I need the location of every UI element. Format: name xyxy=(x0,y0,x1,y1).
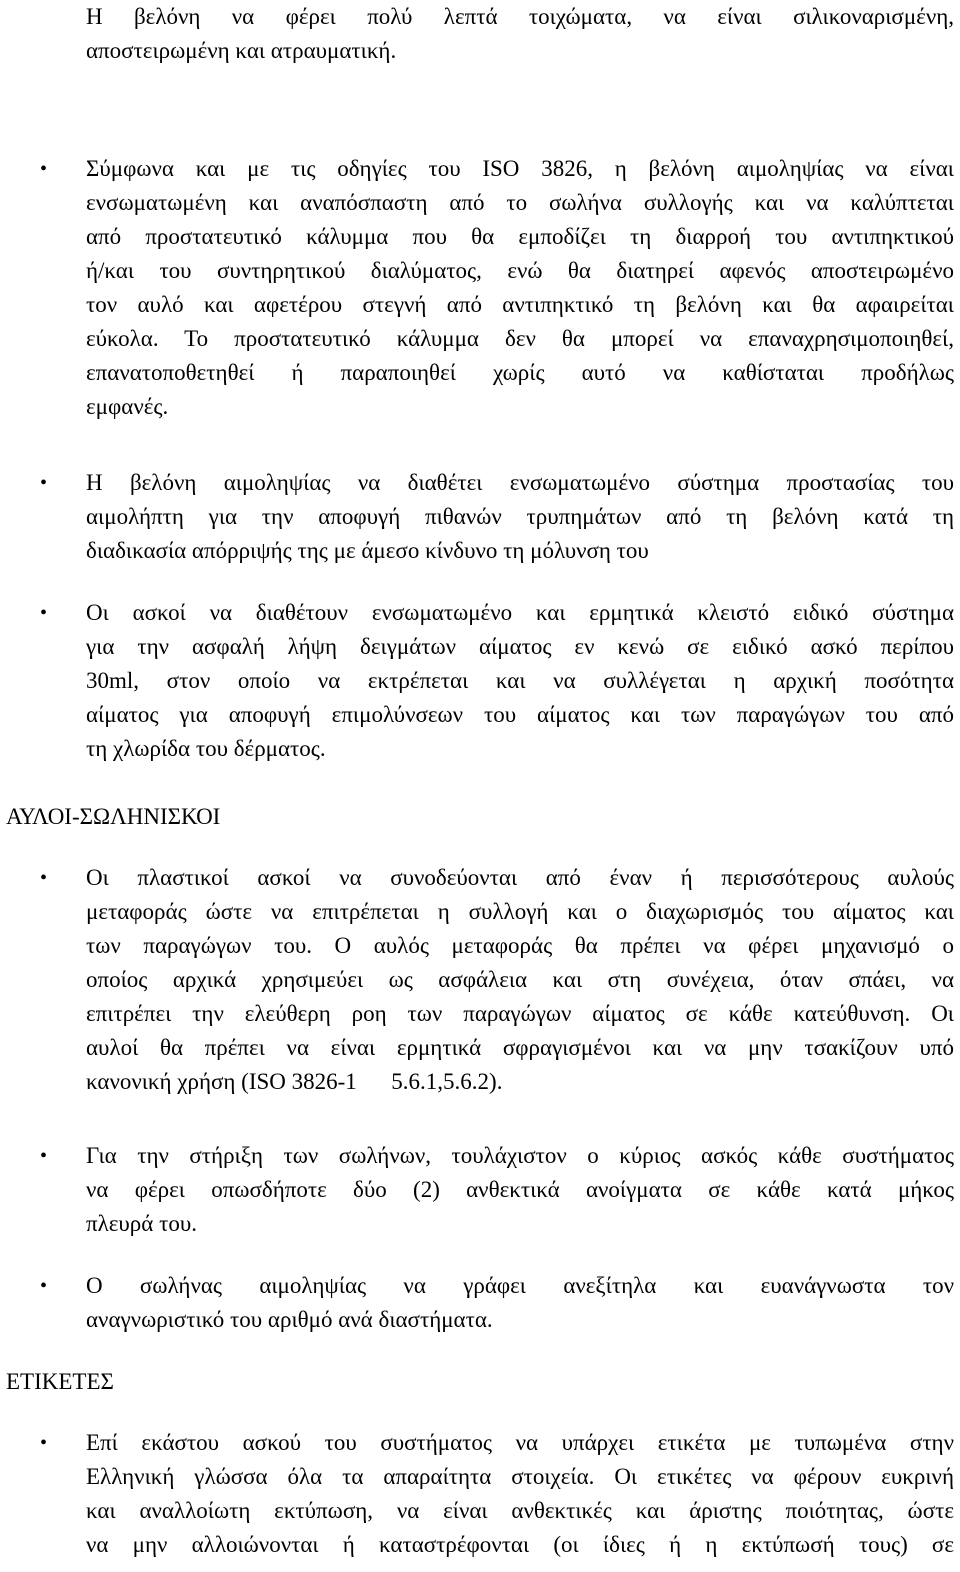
text-line: για την ασφαλή λήψη δειγμάτων αίματος εν κενώ σε ειδικό ασκό περίπου xyxy=(86,634,954,659)
bullet-item-plastic-bags xyxy=(86,861,954,1099)
bullet-marker: • xyxy=(40,1275,48,1297)
text-line: κανονική χρήση (ISO 3826-1 5.6.1,5.6.2). xyxy=(86,1069,503,1094)
text-line: επανατοποθετηθεί ή παραποιηθεί χωρίς αυτό να καθίσταται προδήλως xyxy=(86,360,954,385)
text-line: πλευρά του. xyxy=(86,1211,197,1236)
bullet-item-labels xyxy=(86,1426,954,1562)
bullet-marker: • xyxy=(40,602,48,624)
text-line: από προστατευτικό κάλυμμα που θα εμποδίζει τη διαρροή του αντιπηκτικού xyxy=(86,224,954,249)
text-line: ενσωματωμένη και αναπόσπαστη από το σωλήνα συλλογής και να καλύπτεται xyxy=(86,190,954,215)
bullet-item-tube-id xyxy=(86,1269,954,1337)
text-line: να φέρει οπωσδήποτε δύο (2) ανθεκτικά ανοίγματα σε κάθε κατά μήκος xyxy=(86,1177,954,1202)
section-heading-tubes: ΑΥΛΟΙ-ΣΩΛΗΝΙΣΚΟΙ xyxy=(6,804,221,829)
bullet-item-support xyxy=(86,1139,954,1241)
text-line: Επί εκάστου ασκού του συστήματος να υπάρχει ετικέτα με τυπωμένα στην xyxy=(86,1430,954,1455)
bullet-marker: • xyxy=(40,1432,48,1454)
text-line: διαδικασία απόρριψής της με άμεσο κίνδυνο τη μόλυνση του xyxy=(86,538,649,563)
bullet-item-bags xyxy=(86,596,954,766)
text-line: να μην αλλοιώνονται ή καταστρέφονται (οι ίδιες ή η εκτύπωσή τους) σε xyxy=(86,1532,954,1557)
section-heading-labels: ΕΤΙΚΕΤΕΣ xyxy=(6,1369,114,1394)
text-line: αίματος για αποφυγή επιμολύνσεων του αίματος και των παραγώγων του από xyxy=(86,702,954,727)
text-line: αποστειρωμένη και ατραυματική. xyxy=(86,38,397,63)
text-line: εμφανές. xyxy=(86,394,169,419)
bullet-item-iso xyxy=(86,152,954,424)
text-line: Οι πλαστικοί ασκοί να συνοδεύονται από έναν ή περισσότερους αυλούς xyxy=(86,865,954,890)
bullet-marker: • xyxy=(40,1145,48,1167)
text-line: αιμολήπτη για την αποφυγή πιθανών τρυπημάτων από τη βελόνη κατά τη xyxy=(86,504,954,529)
bullet-marker: • xyxy=(40,867,48,889)
text-line: αναγνωριστικό του αριθμό ανά διαστήματα. xyxy=(86,1307,493,1332)
text-line: Η βελόνη αιμοληψίας να διαθέτει ενσωματωμένο σύστημα προστασίας του xyxy=(86,470,954,495)
bullet-marker: • xyxy=(40,472,48,494)
text-line: εύκολα. Το προστατευτικό κάλυμμα δεν θα μπορεί να επαναχρησιμοποιηθεί, xyxy=(86,326,954,351)
text-line: Σύμφωνα και με τις οδηγίες του ISO 3826, η βελόνη αιμοληψίας να είναι xyxy=(86,156,954,181)
text-line: ή/και του συντηρητικού διαλύματος, ενώ θα διατηρεί αφενός αποστειρωμένο xyxy=(86,258,954,283)
text-line: μεταφοράς ώστε να επιτρέπεται η συλλογή και ο διαχωρισμός του αίματος και xyxy=(86,899,954,924)
text-line: επιτρέπει την ελεύθερη ροη των παραγώγων αίματος σε κάθε κατεύθυνση. Οι xyxy=(86,1001,954,1026)
text-line: τη χλωρίδα του δέρματος. xyxy=(86,736,326,761)
text-line: των παραγώγων του. Ο αυλός μεταφοράς θα πρέπει να φέρει μηχανισμό ο xyxy=(86,933,954,958)
paragraph-needle-walls xyxy=(86,0,954,68)
text-line: και αναλλοίωτη εκτύπωση, να είναι ανθεκτικές και άριστης ποιότητας, ώστε xyxy=(86,1498,954,1523)
text-line: Η βελόνη να φέρει πολύ λεπτά τοιχώματα, να είναι σιλικοναρισμένη, xyxy=(86,4,954,29)
text-line: οποίος αρχικά χρησιμεύει ως ασφάλεια και στη συνέχεια, όταν σπάει, να xyxy=(86,967,954,992)
text-line: Οι ασκοί να διαθέτουν ενσωματωμένο και ερμητικά κλειστό ειδικό σύστημα xyxy=(86,600,954,625)
text-line: Για την στήριξη των σωλήνων, τουλάχιστον ο κύριος ασκός κάθε συστήματος xyxy=(86,1143,954,1168)
text-line: 30ml, στον οποίο να εκτρέπεται και να συλλέγεται η αρχική ποσότητα xyxy=(86,668,954,693)
text-line: Ελληνική γλώσσα όλα τα απαραίτητα στοιχεία. Οι ετικέτες να φέρουν ευκρινή xyxy=(86,1464,954,1489)
bullet-marker: • xyxy=(40,158,48,180)
text-line: τον αυλό και αφετέρου στεγνή από αντιπηκτικό τη βελόνη και θα αφαιρείται xyxy=(86,292,954,317)
text-line: αυλοί θα πρέπει να είναι ερμητικά σφραγισμένοι και να μην τσακίζουν υπό xyxy=(86,1035,954,1060)
text-line: Ο σωλήνας αιμοληψίας να γράφει ανεξίτηλα και ευανάγνωστα τον xyxy=(86,1273,954,1298)
bullet-item-protection xyxy=(86,466,954,568)
